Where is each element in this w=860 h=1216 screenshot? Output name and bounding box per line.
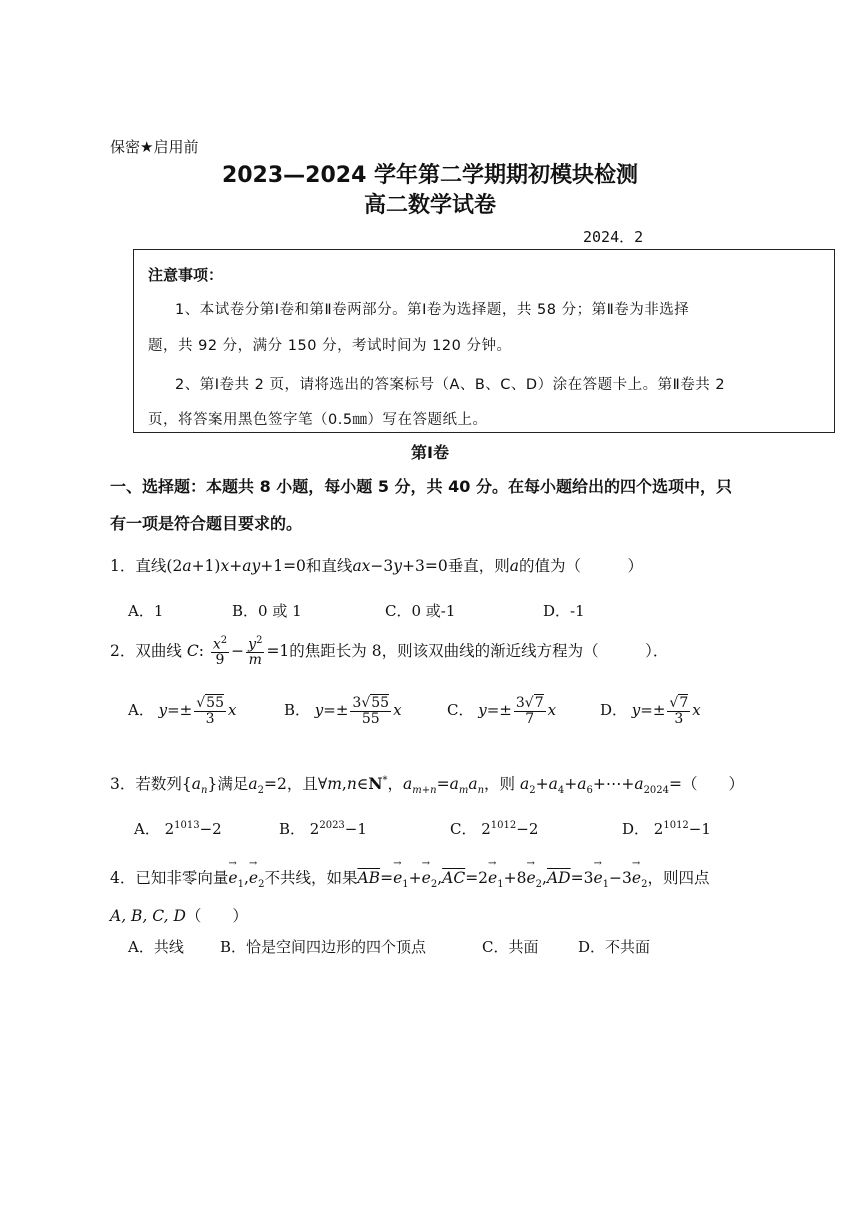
question-3: 3．若数列$\{a_n\}$满足$a_2=2$，且∀m,n∈N*，$a_{m+n}=a_ma_n$，则 $a_2+a_4+a_6+\cdots+a_{2024}=$（ ）: [110, 774, 745, 797]
confidential-label: 保密★启用前: [110, 138, 199, 156]
notice-heading: 注意事项：: [148, 266, 224, 284]
question-1: 1．直线(2a+1)x+ay+1=0和直线ax−3y+3=0垂直，则a的值为（ ）: [110, 557, 644, 575]
q2-option-d: D． y=± $\frac{√7}{3}$ x: [600, 695, 701, 727]
q3-option-d: D． $2^{1012}-1$: [622, 820, 711, 838]
exam-date: 2024．2: [583, 228, 644, 246]
notice-item-1-line-2: 题，共 92 分，满分 150 分，考试时间为 120 分钟。: [148, 338, 512, 354]
notice-item-1-line-1: 1、本试卷分第Ⅰ卷和第Ⅱ卷两部分。第Ⅰ卷为选择题，共 58 分；第Ⅱ卷为非选择: [175, 302, 690, 318]
q1-option-a: A．1: [128, 602, 164, 620]
question-4: 4．已知非零向量→ $e_1,\to e_2$不共线，如果$\overline{AB}=\to e_1+\to e_2,\overline{AC}=2\to e_1+8\to e_2,\overline{AD}=3\to e_1-3\to e_2$，则四点: [110, 866, 709, 890]
exam-subtitle: 高二数学试卷: [363, 193, 496, 218]
notice-item-2-line-1: 2、第Ⅰ卷共 2 页，请将选出的答案标号（A、B、C、D）涂在答题卡上。第Ⅱ卷共 2: [175, 377, 726, 393]
q1-option-b: B．0 或 1: [232, 602, 302, 620]
q1-option-d: D．-1: [543, 602, 585, 620]
q2-option-b: B． y=± $\frac{3√55}{55}$ x: [284, 695, 402, 727]
part-one-label: 第Ⅰ卷: [411, 443, 449, 462]
exam-title: 2023—2024 学年第二学期期初模块检测: [221, 163, 639, 188]
q3-option-b: B． $2^{2023}-1$: [279, 820, 367, 838]
question-2: 2．双曲线 C: $\frac{x^2}{9}$ − $\frac{y^2}{m}$ =1的焦距长为 8，则该双曲线的渐近线方程为（ ）．: [110, 635, 669, 669]
q3-option-c: C． $2^{1012}-2$: [450, 820, 539, 838]
section-heading-line-1: 一、选择题：本题共 8 小题，每小题 5 分，共 40 分。在每小题给出的四个选项中，只: [110, 477, 732, 496]
notice-item-2-line-2: 页，将答案用黑色签字笔（0.5㎜）写在答题纸上。: [148, 412, 488, 428]
q4-option-b: B．恰是空间四边形的四个顶点: [220, 938, 427, 956]
q4-option-d: D．不共面: [578, 938, 651, 956]
q4-option-a: A．共线: [128, 938, 184, 956]
q4-option-c: C．共面: [482, 938, 539, 956]
q2-option-c: C． y=± $\frac{3√7}{7}$ x: [447, 695, 557, 727]
question-4-line-2: A, B, C, D（ ）: [110, 907, 248, 925]
q2-option-a: A． y=± $\frac{√55}{3}$ x: [128, 695, 237, 727]
section-heading-line-2: 有一项是符合题目要求的。: [110, 514, 303, 533]
q3-option-a: A． $2^{1013}-2$: [134, 820, 222, 838]
q1-option-c: C．0 或-1: [385, 602, 456, 620]
